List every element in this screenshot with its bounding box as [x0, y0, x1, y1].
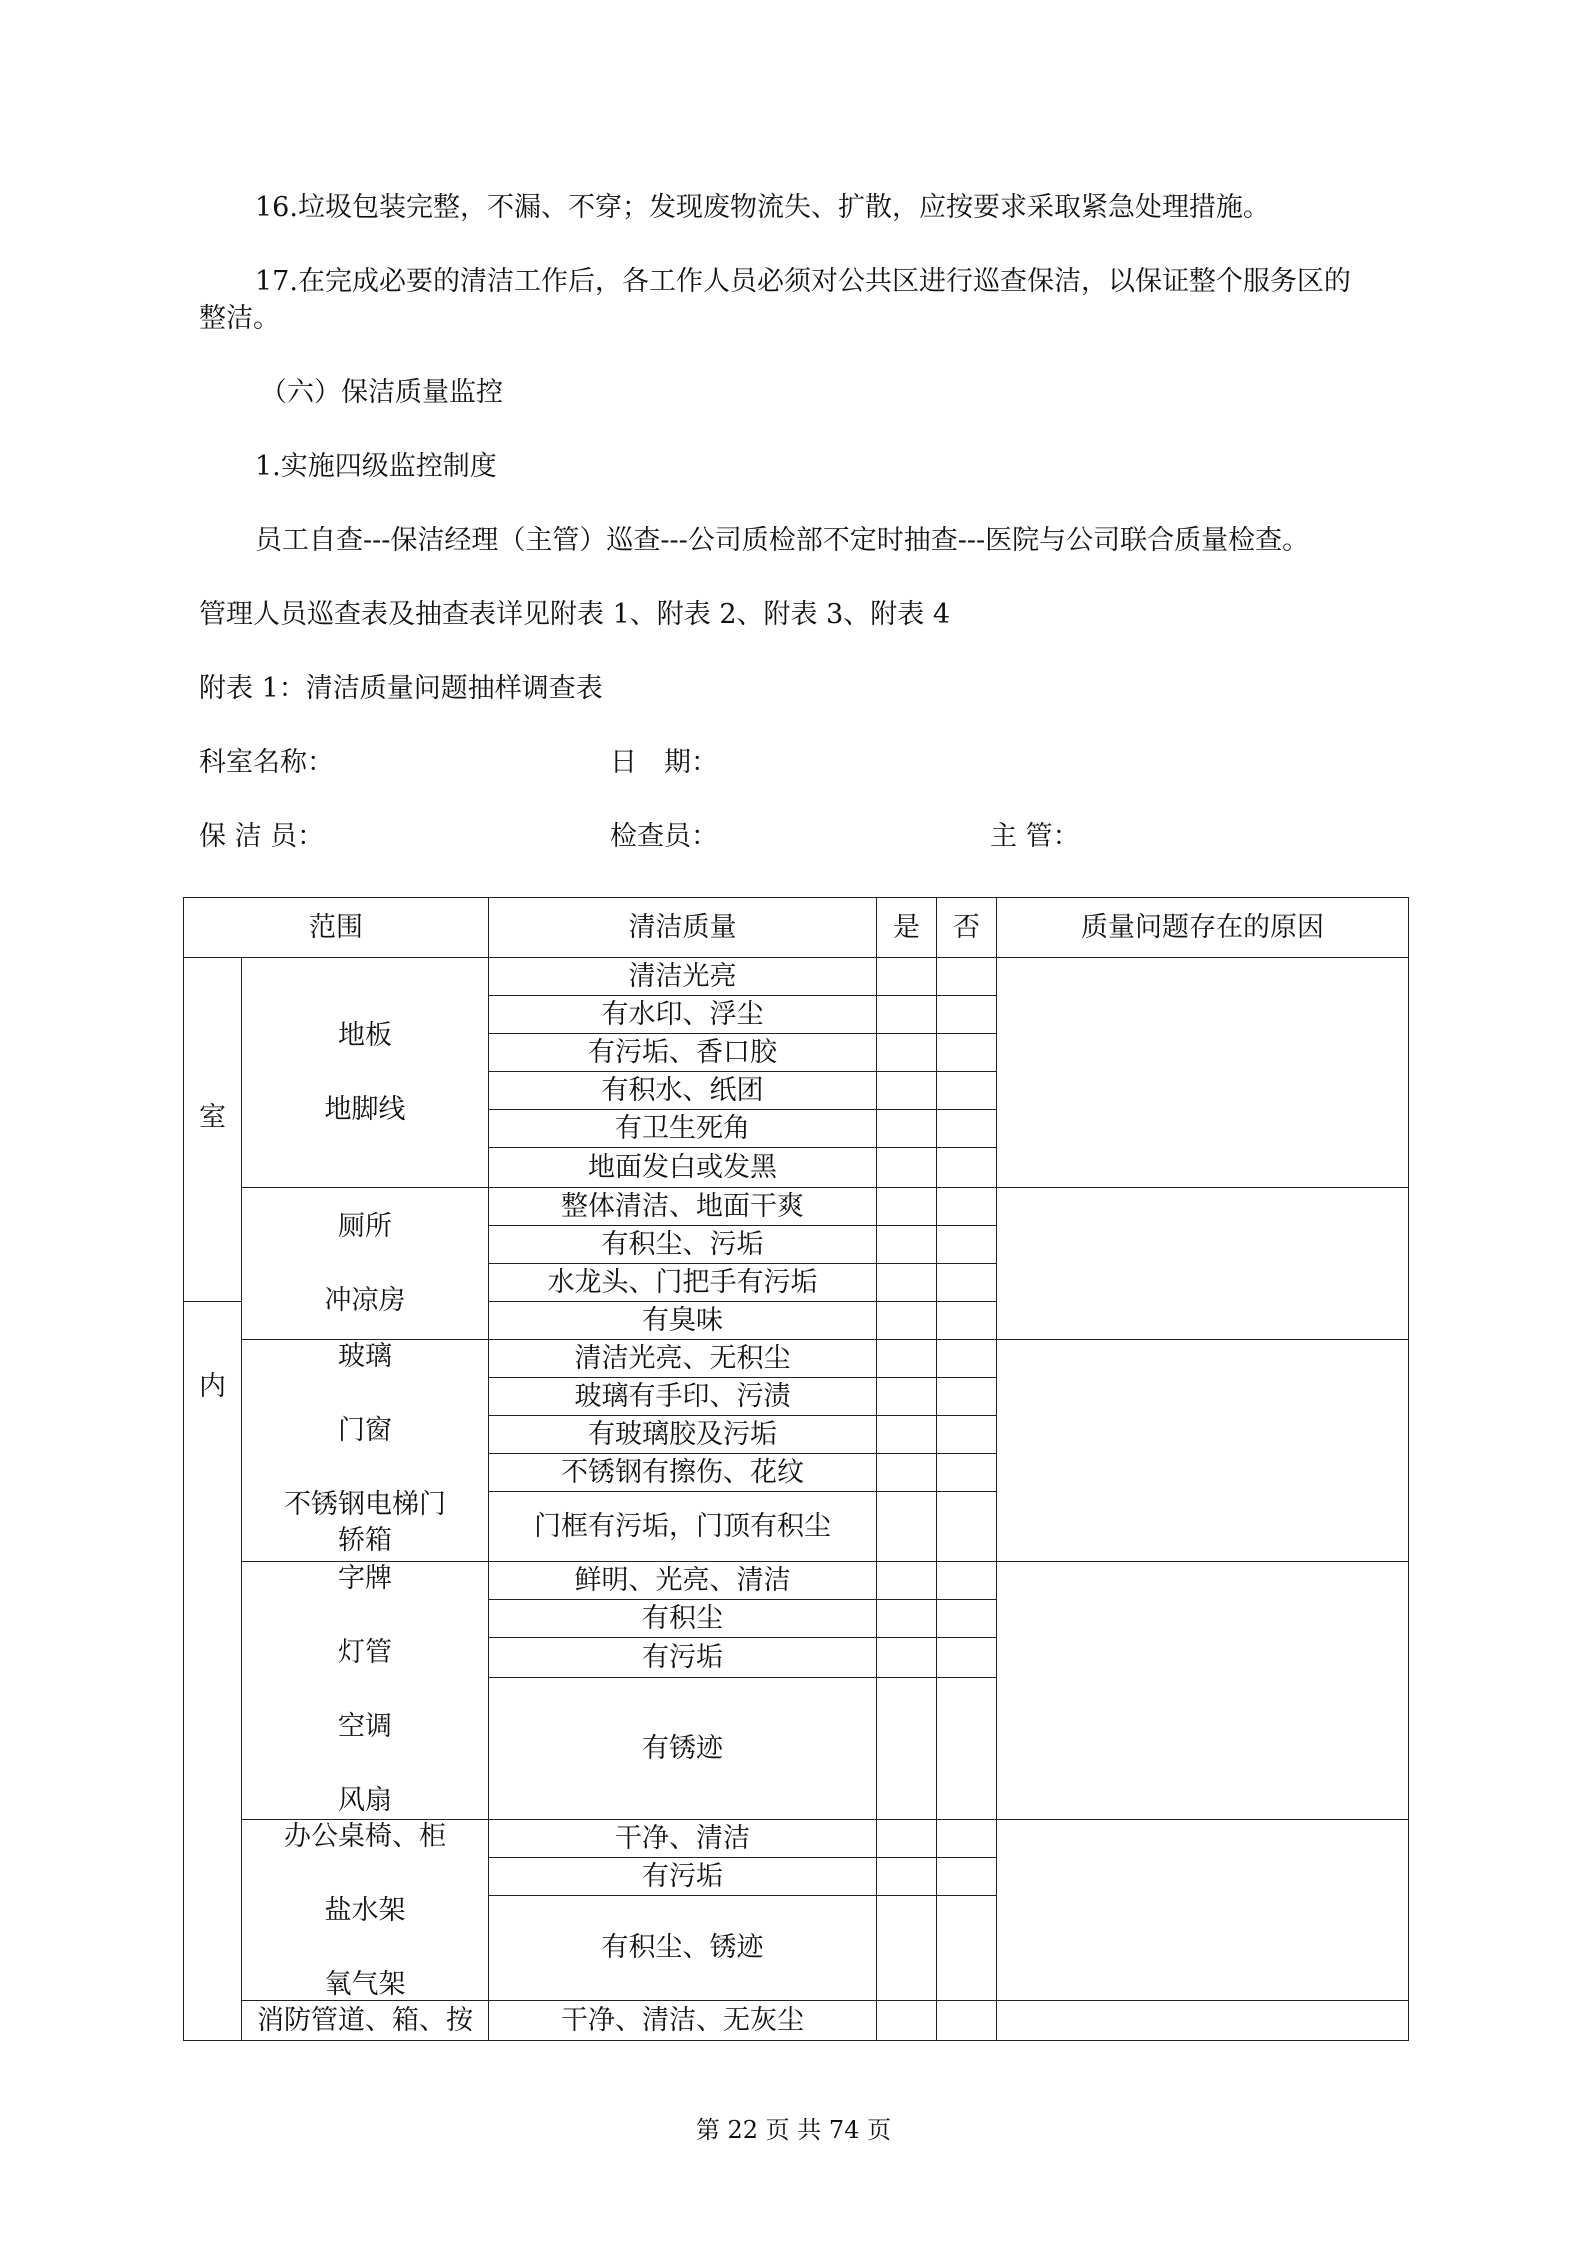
no-cell[interactable]: [937, 1110, 997, 1148]
table-row: [184, 2001, 1409, 2041]
no-cell[interactable]: [937, 1378, 997, 1416]
header-scope: 范围: [184, 898, 489, 958]
quality-sampling-table: [183, 897, 1409, 2041]
quality-item: 有积尘、污垢: [489, 1226, 877, 1264]
table-row: [184, 1562, 1409, 1600]
table-row: [184, 1340, 1409, 1378]
table-row: [184, 1188, 1409, 1226]
header-quality: 清洁质量: [489, 898, 877, 958]
no-cell[interactable]: [937, 958, 997, 996]
quality-item: 干净、清洁: [489, 1820, 877, 1858]
yes-cell[interactable]: [877, 1638, 937, 1678]
section-heading-6: （六）保洁质量监控: [260, 377, 503, 408]
scope-cell-furniture: [242, 1820, 489, 2001]
quality-item: 清洁光亮、无积尘: [489, 1340, 877, 1378]
reason-cell[interactable]: [997, 2001, 1409, 2041]
quality-item: 地面发白或发黑: [489, 1148, 877, 1188]
no-cell[interactable]: [937, 1492, 997, 1562]
no-cell[interactable]: [937, 1678, 997, 1820]
paragraph-16: 16.垃圾包装完整，不漏、不穿；发现废物流失、扩散，应按要求采取紧急处理措施。: [255, 192, 1270, 223]
quality-item: 有污垢: [489, 1638, 877, 1678]
side-label-top: 室: [199, 1102, 226, 1133]
scope-cell-signage: [242, 1562, 489, 1820]
no-cell[interactable]: [937, 1600, 997, 1638]
scope-label: 空调: [338, 1711, 392, 1742]
yes-cell[interactable]: [877, 1340, 937, 1378]
yes-cell[interactable]: [877, 1148, 937, 1188]
scope-label: 办公桌椅、柜: [284, 1821, 446, 1852]
no-cell[interactable]: [937, 1896, 997, 2001]
yes-cell[interactable]: [877, 1378, 937, 1416]
quality-item: 水龙头、门把手有污垢: [489, 1264, 877, 1302]
header-no: 否: [937, 898, 997, 958]
inspector-label: 检查员：: [610, 821, 718, 852]
side-label-cell-1: [184, 958, 242, 1302]
scope-label: 盐水架: [324, 1895, 406, 1926]
quality-item: 有污垢: [489, 1858, 877, 1896]
scope-label: 地板: [338, 1019, 392, 1051]
date-label: 日 期：: [610, 747, 718, 778]
no-cell[interactable]: [937, 2001, 997, 2041]
appendix-1-title: 附表 1：清洁质量问题抽样调查表: [199, 673, 603, 704]
supervisor-label: 主 管：: [990, 821, 1080, 852]
yes-cell[interactable]: [877, 1678, 937, 1820]
quality-item: 有臭味: [489, 1302, 877, 1340]
no-cell[interactable]: [937, 1638, 997, 1678]
no-cell[interactable]: [937, 996, 997, 1034]
quality-item: 有积尘: [489, 1600, 877, 1638]
no-cell[interactable]: [937, 1072, 997, 1110]
yes-cell[interactable]: [877, 1820, 937, 1858]
scope-label: 冲凉房: [324, 1284, 406, 1316]
scope-label: 厕所: [338, 1210, 392, 1242]
yes-cell[interactable]: [877, 1188, 937, 1226]
no-cell[interactable]: [937, 1034, 997, 1072]
no-cell[interactable]: [937, 1148, 997, 1188]
yes-cell[interactable]: [877, 1600, 937, 1638]
scope-label: 玻璃: [338, 1341, 392, 1372]
reason-cell[interactable]: [997, 1820, 1409, 2001]
cleaner-label: 保 洁 员：: [199, 821, 325, 852]
no-cell[interactable]: [937, 1454, 997, 1492]
quality-item: 整体清洁、地面干爽: [489, 1188, 877, 1226]
quality-item: 有卫生死角: [489, 1110, 877, 1148]
yes-cell[interactable]: [877, 1034, 937, 1072]
yes-cell[interactable]: [877, 1562, 937, 1600]
scope-label: 消防管道、箱、按: [257, 2004, 473, 2036]
yes-cell[interactable]: [877, 1110, 937, 1148]
yes-cell[interactable]: [877, 1492, 937, 1562]
quality-item: 有积水、纸团: [489, 1072, 877, 1110]
yes-cell[interactable]: [877, 996, 937, 1034]
yes-cell[interactable]: [877, 958, 937, 996]
scope-cell-floor: [242, 958, 489, 1188]
yes-cell[interactable]: [877, 1454, 937, 1492]
quality-item: 鲜明、光亮、清洁: [489, 1562, 877, 1600]
no-cell[interactable]: [937, 1562, 997, 1600]
yes-cell[interactable]: [877, 2001, 937, 2041]
side-label-bottom: 内: [199, 1371, 226, 1402]
reason-cell[interactable]: [997, 958, 1409, 1188]
no-cell[interactable]: [937, 1820, 997, 1858]
scope-label: 门窗: [338, 1415, 392, 1446]
reason-cell[interactable]: [997, 1340, 1409, 1562]
table-header-row: [184, 898, 1409, 958]
table-row: [184, 958, 1409, 996]
scope-cell-toilet: [242, 1188, 489, 1340]
scope-label: 地脚线: [324, 1093, 406, 1125]
page-footer: 第 22 页 共 74 页: [695, 2116, 892, 2144]
yes-cell[interactable]: [877, 1858, 937, 1896]
scope-label: 轿箱: [338, 1525, 392, 1556]
scope-cell-fire: [242, 2001, 489, 2041]
yes-cell[interactable]: [877, 1896, 937, 2001]
no-cell[interactable]: [937, 1264, 997, 1302]
paragraph-17-line2: 整洁。: [199, 303, 280, 334]
no-cell[interactable]: [937, 1226, 997, 1264]
header-yes: 是: [877, 898, 937, 958]
appendix-reference: 管理人员巡查表及抽查表详见附表 1、附表 2、附表 3、附表 4: [199, 599, 951, 630]
reason-cell[interactable]: [997, 1562, 1409, 1820]
quality-item: 有污垢、香口胶: [489, 1034, 877, 1072]
yes-cell[interactable]: [877, 1264, 937, 1302]
header-reason: 质量问题存在的原因: [997, 898, 1409, 958]
no-cell[interactable]: [937, 1858, 997, 1896]
quality-item: 清洁光亮: [489, 958, 877, 996]
quality-item: 不锈钢有擦伤、花纹: [489, 1454, 877, 1492]
item-1-heading: 1.实施四级监控制度: [255, 451, 497, 482]
yes-cell[interactable]: [877, 1416, 937, 1454]
scope-label: 风扇: [338, 1785, 392, 1816]
no-cell[interactable]: [937, 1340, 997, 1378]
scope-label: 氧气架: [324, 1969, 406, 2000]
quality-item: 玻璃有手印、污渍: [489, 1378, 877, 1416]
monitoring-chain: 员工自查---保洁经理（主管）巡查---公司质检部不定时抽查---医院与公司联合质量检查。: [255, 525, 1310, 556]
quality-item: 干净、清洁、无灰尘: [489, 2001, 877, 2041]
quality-item: 有锈迹: [489, 1678, 877, 1820]
yes-cell[interactable]: [877, 1226, 937, 1264]
quality-item: 有水印、浮尘: [489, 996, 877, 1034]
quality-item: 有积尘、锈迹: [489, 1896, 877, 2001]
yes-cell[interactable]: [877, 1072, 937, 1110]
dept-name-label: 科室名称：: [199, 747, 334, 778]
no-cell[interactable]: [937, 1188, 997, 1226]
no-cell[interactable]: [937, 1302, 997, 1340]
scope-cell-glass: [242, 1340, 489, 1562]
side-label-cell-2: [184, 1302, 242, 2041]
reason-cell[interactable]: [997, 1188, 1409, 1340]
scope-label: 字牌: [338, 1563, 392, 1594]
quality-item: 门框有污垢，门顶有积尘: [489, 1492, 877, 1562]
scope-label: 不锈钢电梯门: [284, 1489, 446, 1520]
yes-cell[interactable]: [877, 1302, 937, 1340]
paragraph-17-line1: 17.在完成必要的清洁工作后，各工作人员必须对公共区进行巡查保洁，以保证整个服务区的: [255, 266, 1351, 297]
table-row: [184, 1820, 1409, 1858]
scope-label: 灯管: [338, 1637, 392, 1668]
no-cell[interactable]: [937, 1416, 997, 1454]
quality-item: 有玻璃胶及污垢: [489, 1416, 877, 1454]
